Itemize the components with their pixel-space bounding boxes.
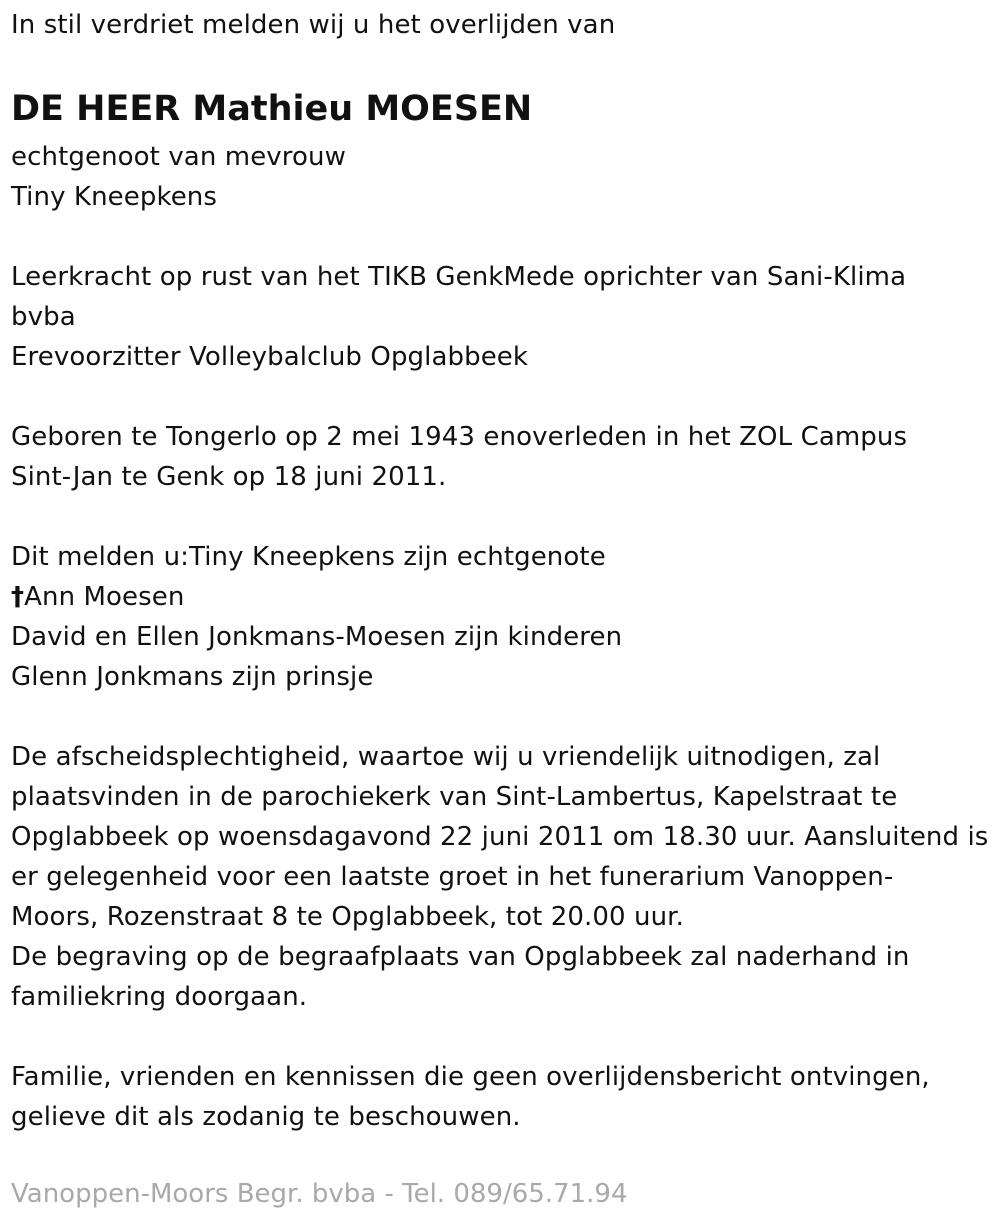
obituary-notice (11, 0, 991, 1137)
birth-death-line: Sint-Jan te Genk op 18 juni 2011. (11, 462, 447, 492)
role-line: bvba (11, 302, 76, 332)
birth-death-block (11, 417, 991, 497)
closing-block (11, 1057, 991, 1137)
closing-line: gelieve dit als zodanig te beschouwen. (11, 1102, 521, 1132)
spacer (11, 217, 991, 257)
roles-block (11, 257, 991, 377)
spouse-name: Tiny Kneepkens (11, 182, 218, 212)
ceremony-line: Opglabbeek op woensdagavond 22 juni 2011 om 18.30 uur. Aansluitend is (11, 822, 989, 852)
family-line: Glenn Jonkmans zijn prinsje (11, 662, 374, 692)
role-line: Leerkracht op rust van het TIKB GenkMede oprichter van Sani-Klima (11, 262, 907, 292)
closing-line: Familie, vrienden en kennissen die geen overlijdensbericht ontvingen, (11, 1062, 930, 1092)
ceremony-line: De afscheidsplechtigheid, waartoe wij u vriendelijk uitnodigen, zal (11, 742, 881, 772)
intro-text: In stil verdriet melden wij u het overlijden van (11, 10, 616, 40)
ceremony-line: De begraving op de begraafplaats van Opglabbeek zal naderhand in (11, 942, 910, 972)
ceremony-line: plaatsvinden in de parochiekerk van Sint-Lambertus, Kapelstraat te (11, 782, 898, 812)
ceremony-line: familiekring doorgaan. (11, 982, 308, 1012)
family-deceased-name: Ann Moesen (24, 582, 185, 612)
family-line: Dit melden u:Tiny Kneepkens zijn echtgenote (11, 542, 606, 572)
ceremony-line: er gelegenheid voor een laatste groet in het funerarium Vanoppen- (11, 862, 894, 892)
birth-death-line: Geboren te Tongerlo op 2 mei 1943 enoverleden in het ZOL Campus (11, 422, 908, 452)
family-block (11, 537, 991, 697)
spouse-block (11, 137, 991, 217)
ceremony-line: Moors, Rozenstraat 8 te Opglabbeek, tot 20.00 uur. (11, 902, 684, 932)
family-line-deceased (11, 577, 991, 617)
cross-icon: † (11, 582, 25, 612)
deceased-name: DE HEER Mathieu MOESEN (11, 89, 533, 129)
spacer (11, 1017, 991, 1057)
funeral-home-footer: Vanoppen-Moors Begr. bvba - Tel. 089/65.71.94 (11, 1179, 628, 1209)
spacer (11, 377, 991, 417)
spacer (11, 697, 991, 737)
role-line: Erevoorzitter Volleybalclub Opglabbeek (11, 342, 529, 372)
family-line: David en Ellen Jonkmans-Moesen zijn kinderen (11, 622, 623, 652)
spacer (11, 497, 991, 537)
spouse-line: echtgenoot van mevrouw (11, 142, 346, 172)
ceremony-block (11, 737, 991, 1017)
